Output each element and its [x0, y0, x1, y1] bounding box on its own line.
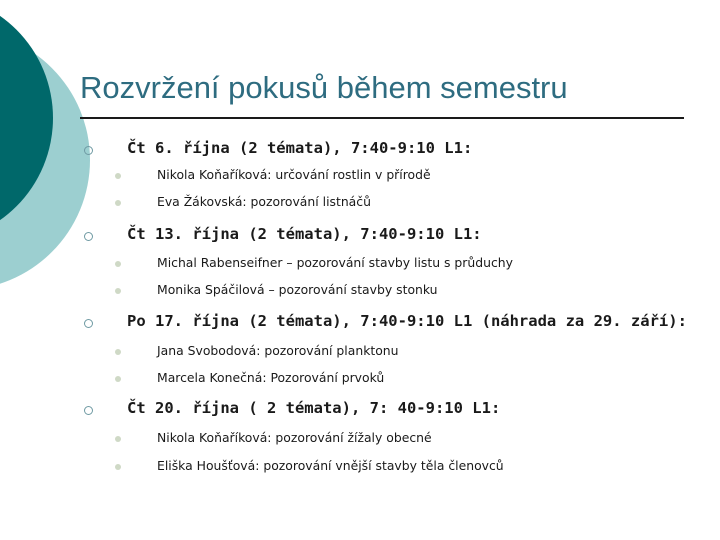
ring-bullet-icon — [84, 232, 93, 241]
dot-bullet-icon — [115, 349, 121, 355]
dot-bullet-icon — [115, 200, 121, 206]
section-oct-17 — [0, 312, 720, 342]
ring-bullet-icon — [84, 146, 93, 155]
section-oct-6 — [0, 139, 720, 169]
list-item — [0, 255, 720, 279]
dot-bullet-icon — [115, 436, 121, 442]
list-item-text: Monika Spáčilová – pozorování stavby stonku — [157, 282, 438, 297]
list-item-text: Nikola Koňaříková: určování rostlin v přírodě — [157, 167, 431, 182]
ring-bullet-icon — [84, 406, 93, 415]
title-divider — [80, 117, 684, 119]
list-item-text: Eliška Houšťová: pozorování vnější stavby těla členovců — [157, 458, 504, 473]
dot-bullet-icon — [115, 173, 121, 179]
list-item-text: Nikola Koňaříková: pozorování žížaly obecné — [157, 430, 432, 445]
list-item — [0, 282, 720, 306]
list-item — [0, 430, 720, 454]
section-heading: Čt 20. října ( 2 témata), 7: 40-9:10 L1: — [127, 399, 501, 417]
list-item-text: Jana Svobodová: pozorování planktonu — [157, 343, 399, 358]
dot-bullet-icon — [115, 376, 121, 382]
list-item — [0, 194, 720, 218]
list-item-text: Marcela Konečná: Pozorování prvoků — [157, 370, 385, 385]
section-heading: Čt 6. října (2 témata), 7:40-9:10 L1: — [127, 139, 473, 157]
list-item-text: Michal Rabenseifner – pozorování stavby listu s průduchy — [157, 255, 513, 270]
dot-bullet-icon — [115, 464, 121, 470]
section-oct-13 — [0, 225, 720, 255]
section-heading: Čt 13. října (2 témata), 7:40-9:10 L1: — [127, 225, 482, 243]
list-item — [0, 343, 720, 367]
slide-title: Rozvržení pokusů během semestru — [80, 70, 568, 105]
dot-bullet-icon — [115, 261, 121, 267]
ring-bullet-icon — [84, 319, 93, 328]
list-item-text: Eva Žákovská: pozorování listnáčů — [157, 194, 371, 209]
section-heading: Po 17. října (2 témata), 7:40-9:10 L1 (náhrada za 29. září): — [127, 312, 687, 330]
dot-bullet-icon — [115, 288, 121, 294]
list-item — [0, 370, 720, 394]
list-item — [0, 167, 720, 191]
list-item — [0, 458, 720, 482]
section-oct-20 — [0, 399, 720, 429]
